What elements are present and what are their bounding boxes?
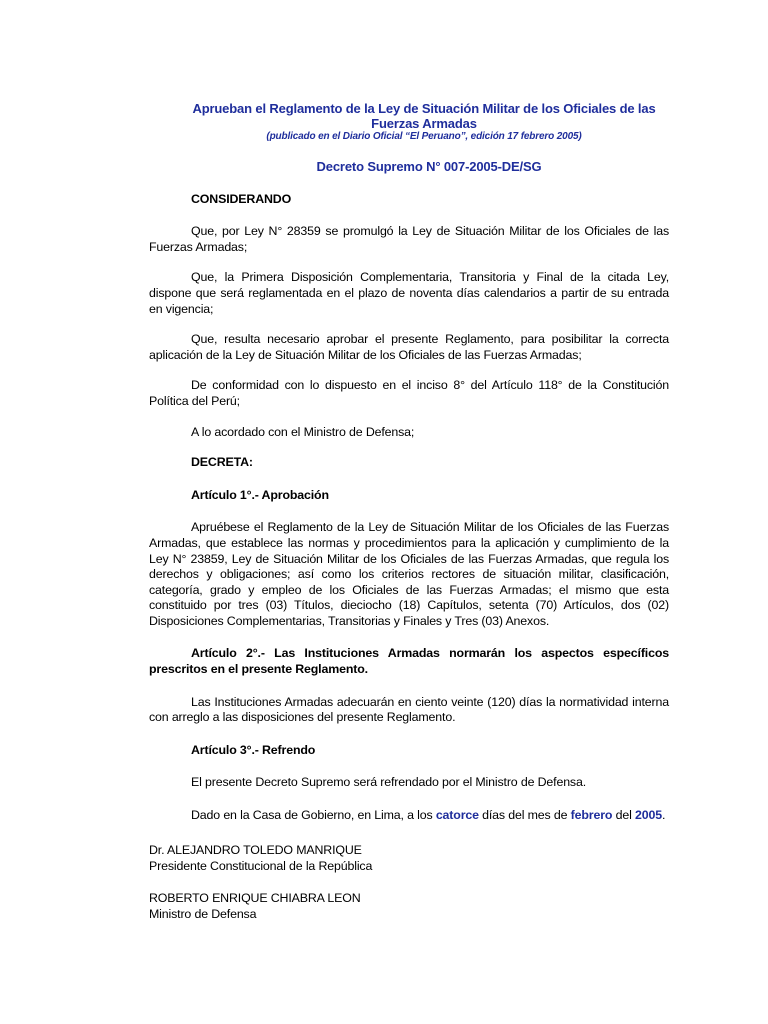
article-3-body: El presente Decreto Supremo será refrendado por el Ministro de Defensa. bbox=[191, 775, 587, 790]
considerando-paragraph-5: A lo acordado con el Ministro de Defensa; bbox=[191, 424, 415, 439]
signatory-name: Dr. ALEJANDRO TOLEDO MANRIQUE bbox=[149, 842, 362, 857]
decreta-heading: DECRETA: bbox=[191, 455, 253, 470]
closing-month: febrero bbox=[570, 808, 613, 823]
signatory-role: Ministro de Defensa bbox=[149, 906, 257, 921]
closing-suffix: . bbox=[661, 808, 666, 823]
considerando-paragraph-1: Que, por Ley N° 28359 se promulgó la Ley de Situación Militar de los Oficiales de las Fuerzas Armadas; bbox=[149, 224, 669, 254]
article-3-title: Artículo 3°.- Refrendo bbox=[191, 742, 316, 757]
article-1-body: Apruébese el Reglamento de la Ley de Situación Militar de los Oficiales de las Fuerzas Armadas, que establece las normas y procedimientos para la aplicación y cumplimiento de la Ley N° 23859, Ley de Situación Militar de los Oficiales de las Fuerzas Armadas, que regula los derechos y obligaciones; así como los criterios rectores de situación militar, clasificación, categoría, grado y empleo de los Oficiales de las Fuerzas Armadas; el mismo que esta constituido por tres (03) Títulos, dieciocho (18) Capítulos, setenta (70) Artículos, dos (02) Disposiciones Complementarias, Transitorias y Finales y Tres (03) Anexos. bbox=[149, 520, 669, 628]
document-page bbox=[149, 101, 669, 922]
closing-connector: del bbox=[612, 808, 635, 823]
publication-note: (publicado en el Diario Oficial “El Peruano”, edición 17 febrero 2005) bbox=[266, 131, 582, 142]
article-2-body: Las Instituciones Armadas adecuarán en ciento veinte (120) días la normatividad interna con arreglo a las disposiciones del presente Reglamento. bbox=[149, 694, 669, 725]
considerando-paragraph-3: Que, resulta necesario aprobar el presente Reglamento, para posibilitar la correcta aplicación de la Ley de Situación Militar de los Oficiales de las Fuerzas Armadas; bbox=[149, 332, 669, 362]
closing-day: catorce bbox=[435, 808, 479, 823]
signatory-name: ROBERTO ENRIQUE CHIABRA LEON bbox=[149, 890, 361, 905]
signature-president bbox=[149, 842, 669, 874]
closing-prefix: Dado en la Casa de Gobierno, en Lima, a los bbox=[191, 808, 436, 823]
signatory-role: Presidente Constitucional de la República bbox=[149, 858, 373, 873]
closing-middle: días del mes de bbox=[478, 808, 571, 823]
closing-year: 2005 bbox=[634, 808, 662, 823]
closing-paragraph bbox=[149, 808, 669, 824]
document-header bbox=[179, 101, 669, 143]
decree-number: Decreto Supremo N° 007-2005-DE/SG bbox=[316, 159, 542, 174]
article-2-title: Artículo 2°.- Las Instituciones Armadas normarán los aspectos específicos prescritos en el presente Reglamento. bbox=[149, 646, 669, 677]
considerando-heading: CONSIDERANDO bbox=[191, 191, 292, 206]
considerando-paragraph-4: De conformidad con lo dispuesto en el inciso 8° del Artículo 118° de la Constitución Política del Perú; bbox=[149, 378, 669, 408]
considerando-paragraph-2: Que, la Primera Disposición Complementaria, Transitoria y Final de la citada Ley, dispone que será reglamentada en el plazo de noventa días calendarios a partir de su entrada en vigencia; bbox=[149, 270, 669, 316]
signature-minister bbox=[149, 890, 669, 922]
article-1-title: Artículo 1°.- Aprobación bbox=[191, 487, 329, 502]
document-title: Aprueban el Reglamento de la Ley de Situación Militar de los Oficiales de las Fuerzas Armadas bbox=[192, 101, 656, 131]
